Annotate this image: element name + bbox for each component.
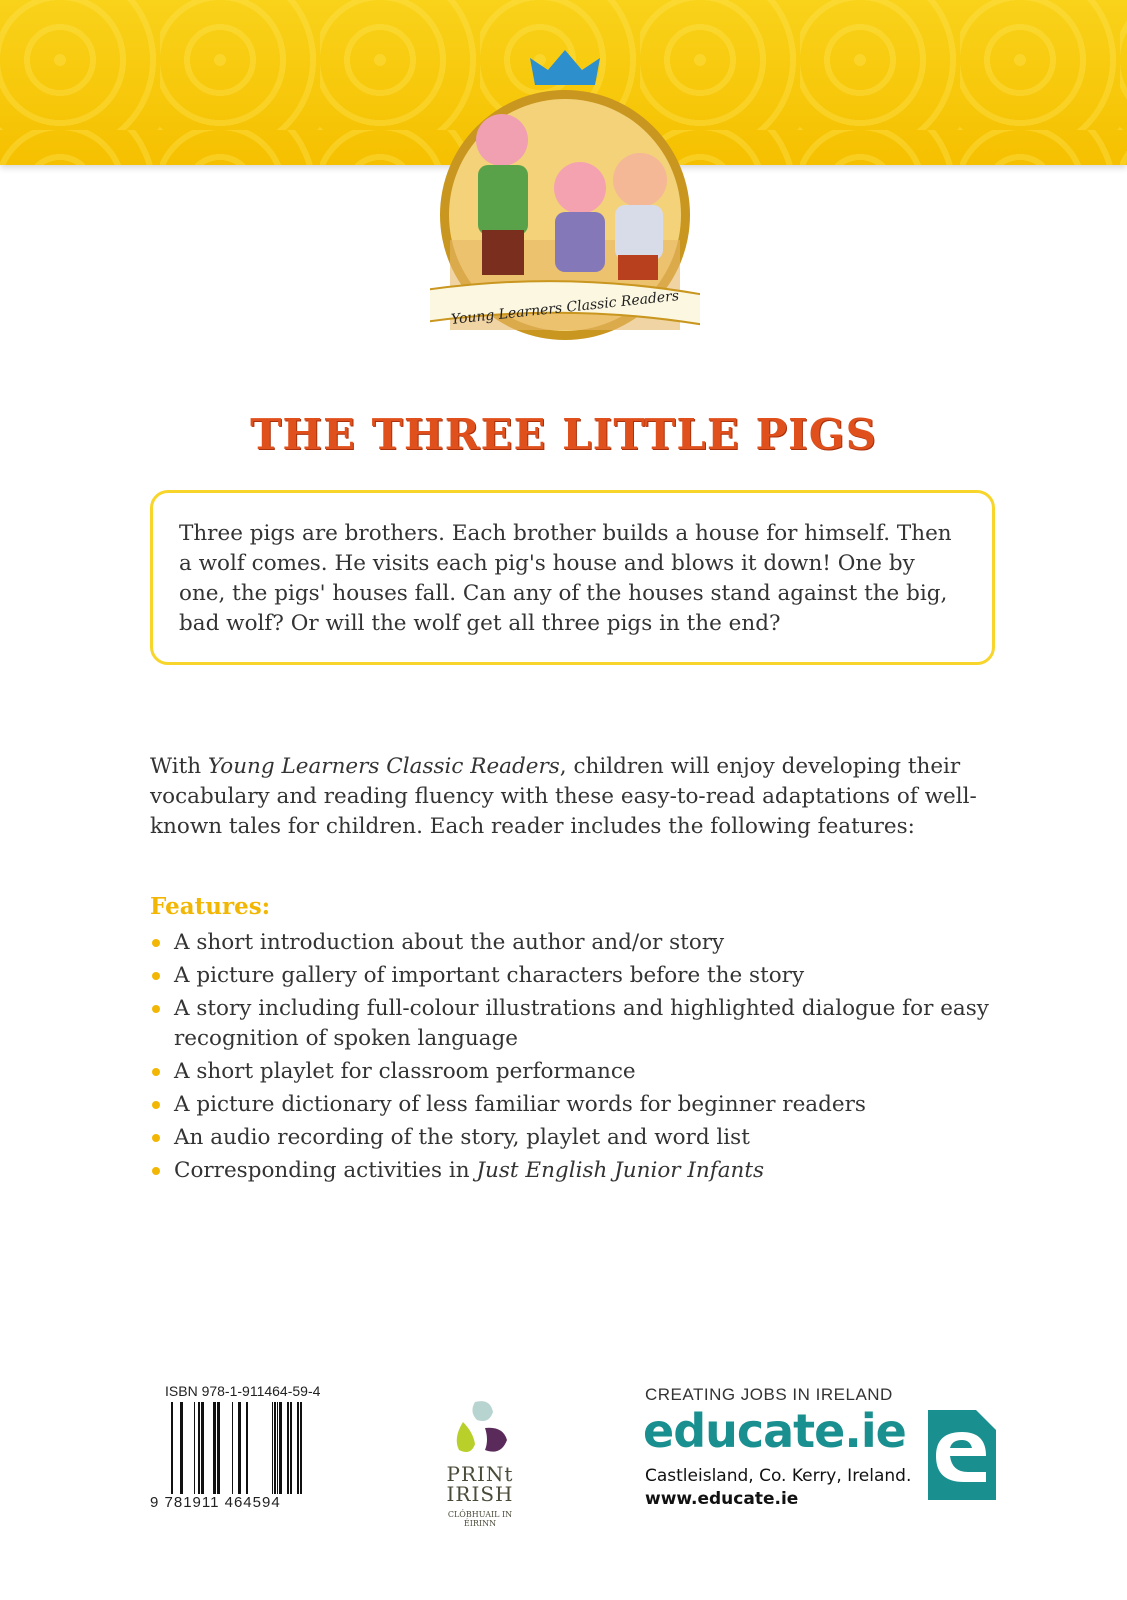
- barcode-bar: [246, 1402, 248, 1494]
- barcode-number: 9 781911 464594: [150, 1494, 281, 1511]
- educate-logo-icon: [928, 1410, 996, 1500]
- barcode-bar: [290, 1402, 292, 1494]
- print-irish-line1: PRINt: [446, 1462, 514, 1486]
- publisher-name: educate.ie: [643, 1404, 906, 1458]
- barcode-bar: [217, 1402, 220, 1494]
- barcode-bar: [279, 1402, 282, 1494]
- features-heading: Features:: [150, 893, 271, 920]
- barcode-bar: [213, 1402, 216, 1494]
- blurb-box: [150, 490, 995, 665]
- barcode-bar: [198, 1402, 200, 1494]
- publisher-address: Castleisland, Co. Kerry, Ireland.: [645, 1466, 912, 1486]
- publisher-tagline: CREATING JOBS IN IRELAND: [645, 1385, 893, 1404]
- barcode-bar: [232, 1402, 233, 1494]
- feature-italic: Just English Junior Infants: [476, 1158, 765, 1183]
- feature-item: A story including full-colour illustrations and highlighted dialogue for easy recognition of spoken language: [150, 994, 1000, 1054]
- barcode-bar: [238, 1402, 241, 1494]
- barcode-bar: [194, 1402, 195, 1494]
- series-emblem: [430, 40, 700, 370]
- intro-pre: With: [150, 754, 208, 779]
- series-ribbon-text: Young Learners Classic Readers: [450, 288, 680, 328]
- barcode-bar: [201, 1402, 204, 1494]
- feature-item: A short playlet for classroom performance: [150, 1057, 1000, 1087]
- crown-icon: [530, 50, 600, 85]
- isbn: ISBN 978-1-911464-59-4: [165, 1383, 321, 1399]
- print-irish-small: CLÓBHUAIL IN ÉIRINN: [447, 1510, 513, 1528]
- print-irish-line2: IRISH: [446, 1482, 514, 1506]
- feature-item: An audio recording of the story, playlet and word list: [150, 1123, 1000, 1153]
- publisher-website[interactable]: www.educate.ie: [645, 1489, 799, 1509]
- barcode-bar: [277, 1402, 278, 1494]
- features-list: [150, 928, 1000, 1189]
- feature-item: A picture dictionary of less familiar words for beginner readers: [150, 1090, 1000, 1120]
- barcode-bar: [300, 1402, 302, 1494]
- print-irish-mark-icon: [445, 1398, 515, 1460]
- feature-item: [150, 1156, 1000, 1186]
- intro-paragraph: [150, 752, 1010, 842]
- barcode-bar: [272, 1402, 273, 1494]
- feature-item: A picture gallery of important characters before the story: [150, 961, 1000, 991]
- barcode-bar: [287, 1402, 289, 1494]
- barcode-bar: [171, 1402, 173, 1494]
- barcode: [163, 1402, 303, 1494]
- barcode-bar: [297, 1402, 299, 1494]
- barcode-bar: [274, 1402, 276, 1494]
- intro-post: , children will enjoy developing their vocabulary and reading fluency with these easy-to-read adaptations of well-known tales for children. Each reader includes the following features:: [150, 754, 977, 839]
- feature-pre: Corresponding activities in: [174, 1158, 477, 1183]
- book-title: THE THREE LITTLE PIGS: [250, 410, 877, 459]
- intro-series: Young Learners Classic Readers: [207, 754, 560, 779]
- print-irish-logo: [440, 1398, 520, 1528]
- blurb-text: Three pigs are brothers. Each brother builds a house for himself. Then a wolf comes. He visits each pig's house and blows it down! One by one, the pigs' houses fall. Can any of the houses stand against the big, bad wolf? Or will the wolf get all three pigs in the end?: [179, 521, 952, 636]
- feature-item: A short introduction about the author and/or story: [150, 928, 1000, 958]
- barcode-bar: [180, 1402, 183, 1494]
